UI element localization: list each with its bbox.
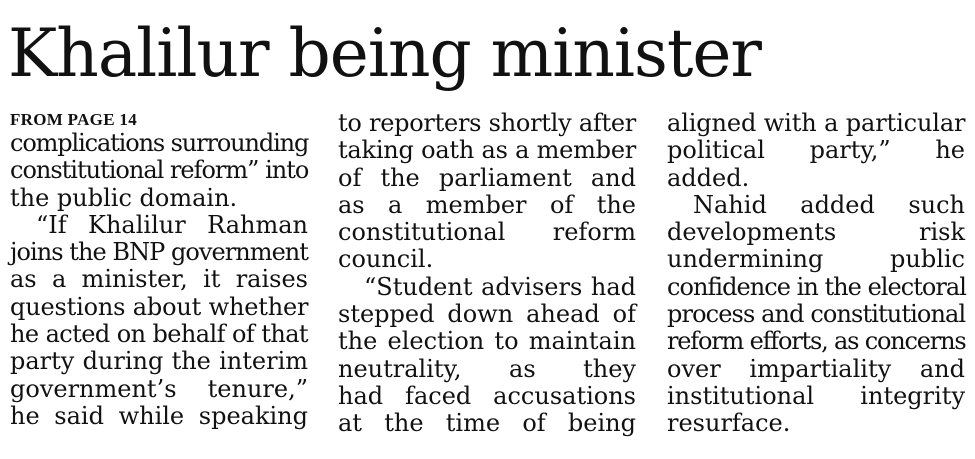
body-line: aligned with a particular	[667, 109, 966, 137]
body-line: complications surrounding	[10, 129, 309, 157]
body-line: party during the interim	[10, 347, 308, 376]
body-line: undermining public	[667, 245, 965, 274]
body-line: institutional integrity	[667, 381, 965, 410]
body-line: added.	[667, 163, 750, 192]
body-line: of the parliament and	[338, 163, 636, 192]
body-line: the public domain.	[10, 183, 238, 212]
body-line: council.	[338, 245, 434, 274]
body-line: stepped down ahead of	[338, 300, 636, 329]
body-line: as a member of the	[338, 190, 636, 219]
body-line: resurface.	[667, 409, 791, 438]
body-line: political party,” he	[667, 136, 965, 165]
article-headline: Khalilur being minister	[8, 15, 761, 92]
body-line: process and constitutional	[667, 300, 966, 329]
page-reference-kicker: FROM PAGE 14	[10, 110, 137, 129]
body-line: at the time of being	[338, 409, 636, 438]
body-line: he acted on behalf of that	[10, 320, 308, 349]
article-column-3	[667, 110, 965, 438]
body-line: constitutional reform	[338, 218, 636, 247]
body-line: reform efforts, as concerns	[667, 327, 966, 356]
body-line: taking oath as a member	[338, 136, 637, 165]
body-line: “If Khalilur Rahman	[36, 210, 308, 239]
article-column-2	[338, 110, 636, 438]
body-line: questions about whether	[10, 292, 309, 321]
body-line: as a minister, it raises	[10, 265, 308, 294]
body-line: “Student advisers had	[364, 272, 636, 301]
body-line: Nahid added such	[693, 190, 965, 219]
body-line: joins the BNP government	[10, 238, 308, 267]
body-line: to reporters shortly after	[338, 109, 636, 137]
body-line: he said while speaking	[10, 401, 308, 430]
article-column-1	[10, 110, 308, 430]
body-line: over impartiality and	[667, 354, 965, 383]
body-line: constitutional reform” into	[10, 156, 309, 185]
body-line: the election to maintain	[338, 327, 636, 356]
body-line: had faced accusations	[338, 381, 636, 410]
body-line: confidence in the electoral	[667, 272, 966, 301]
body-line: developments risk	[667, 218, 965, 247]
body-line: government’s tenure,”	[10, 374, 308, 403]
body-line: neutrality, as they	[338, 354, 636, 383]
